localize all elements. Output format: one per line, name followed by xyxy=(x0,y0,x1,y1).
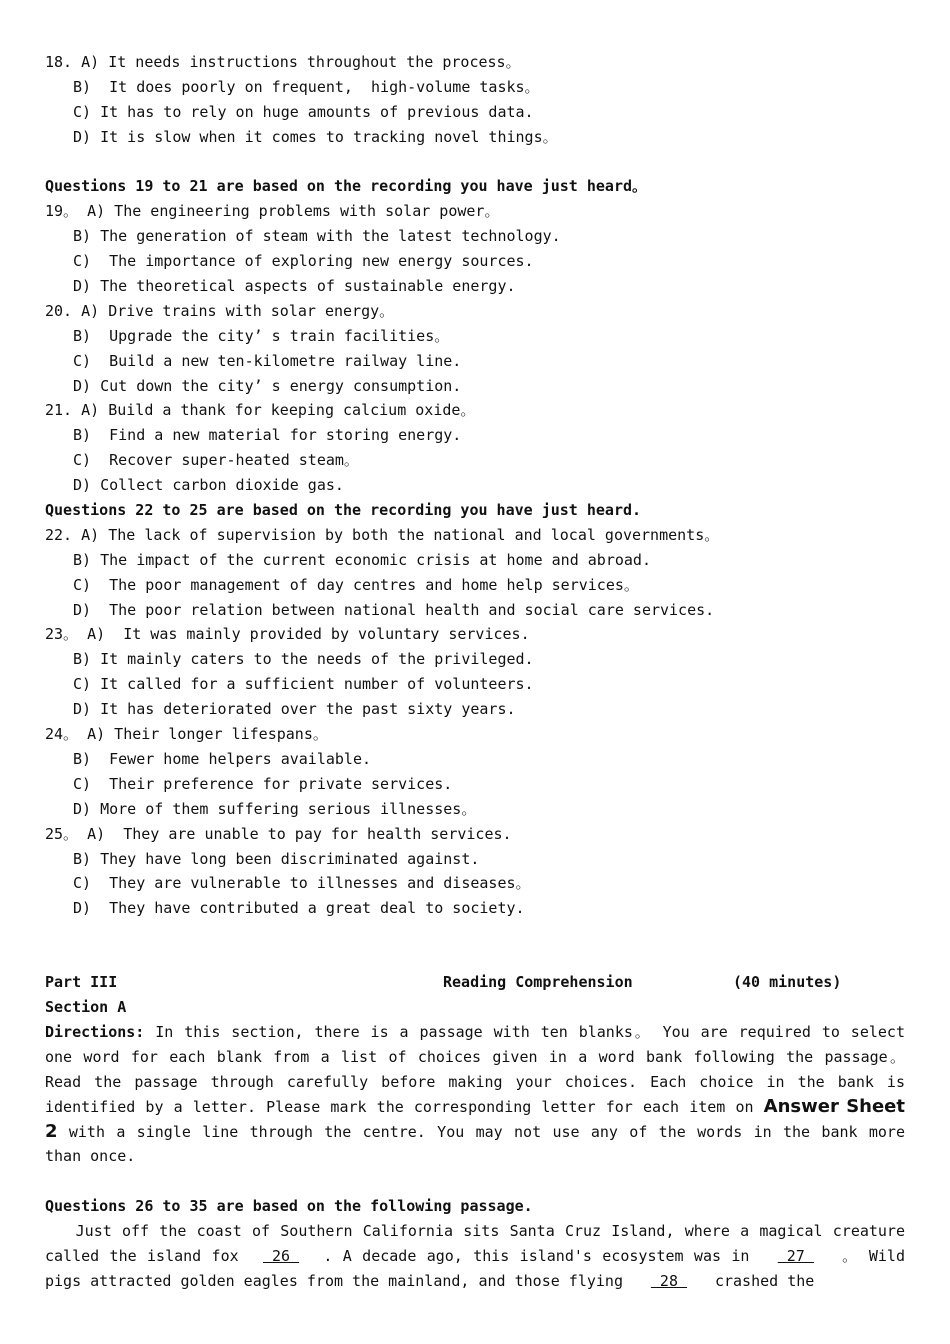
blank-28: 28 xyxy=(650,1271,688,1290)
part-label: Part III xyxy=(45,973,118,992)
question-25-option-d: D) They have contributed a great deal to society. xyxy=(73,899,525,918)
question-21-option-d: D) Collect carbon dioxide gas. xyxy=(73,476,344,495)
passage-heading: Questions 26 to 35 are based on the following passage. xyxy=(45,1197,533,1216)
question-22-option-b: B) The impact of the current economic crisis at home and abroad. xyxy=(73,550,651,569)
question-23-option-b: B) It mainly caters to the needs of the privileged. xyxy=(73,650,534,669)
question-20-option-d: D) Cut down the city’ s energy consumption. xyxy=(73,376,462,395)
exam-page xyxy=(45,50,915,1294)
question-18-option-b: B) It does poorly on frequent, high-volume tasks。 xyxy=(73,77,540,96)
group-22-25-heading: Questions 22 to 25 are based on the recording you have just heard. xyxy=(45,501,642,520)
question-20-option-b: B) Upgrade the city’ s train facilities。 xyxy=(73,326,450,345)
question-25-option-a: 25。 A) They are unable to pay for health services. xyxy=(45,824,512,843)
blank-26: 26 xyxy=(262,1247,300,1266)
question-23 xyxy=(45,622,905,722)
question-25 xyxy=(45,822,905,922)
question-20-option-a: 20. A) Drive trains with solar energy。 xyxy=(45,301,395,320)
question-21 xyxy=(45,398,905,498)
directions-text-1: In this section, there is a passage with ten blanks。 You are required to select one word for each blank from a list of choices given in a word bank following the passage。 Read the passage through carefully before making your choices. Each choice in the bank is identified by a letter. Please mark the corresponding letter for each item on xyxy=(45,1022,905,1116)
question-21-option-b: B) Find a new material for storing energy. xyxy=(73,426,462,445)
question-24-option-a: 24。 A) Their longer lifespans。 xyxy=(45,725,328,744)
question-19-option-c: C) The importance of exploring new energy sources. xyxy=(73,252,534,271)
question-21-option-a: 21. A) Build a thank for keeping calcium oxide。 xyxy=(45,401,476,420)
spacer xyxy=(45,150,905,175)
question-20-option-c: C) Build a new ten-kilometre railway line. xyxy=(73,351,462,370)
passage-paragraph xyxy=(45,1219,915,1294)
question-22-option-d: D) The poor relation between national health and social care services. xyxy=(73,600,715,619)
question-24-option-c: C) Their preference for private services. xyxy=(73,774,453,793)
passage-text-1: Just off the coast of Southern California sits Santa Cruz Island, where a magical creature called the island fox xyxy=(45,1222,915,1266)
question-18-option-a: 18. A) It needs instructions throughout the process。 xyxy=(45,53,521,71)
directions-text-2: with a single line through the centre. You may not use any of the words in the bank more than once. xyxy=(45,1122,905,1166)
question-23-option-d: D) It has deteriorated over the past sixty years. xyxy=(73,700,516,719)
passage-text-2: . A decade ago, this island's ecosystem was in xyxy=(313,1247,760,1266)
question-22-option-a: 22. A) The lack of supervision by both the national and local governments。 xyxy=(45,525,720,544)
question-25-option-b: B) They have long been discriminated against. xyxy=(73,849,480,868)
question-23-option-a: 23。 A) It was mainly provided by voluntary services. xyxy=(45,625,530,644)
passage-text-3: 。 Wild pigs attracted golden eagles from the mainland, and those flying xyxy=(45,1247,915,1290)
question-22-option-c: C) The poor management of day centres and home help services。 xyxy=(73,575,639,594)
question-19-option-b: B) The generation of steam with the latest technology. xyxy=(73,227,561,246)
question-24 xyxy=(45,722,905,822)
spacer xyxy=(45,1169,905,1194)
passage-text-4: crashed the xyxy=(714,1271,815,1290)
question-22 xyxy=(45,523,905,623)
part-header xyxy=(45,970,905,995)
question-19-option-d: D) The theoretical aspects of sustainable energy. xyxy=(73,277,516,296)
part-title: Reading Comprehension xyxy=(443,973,633,992)
directions-label: Directions: xyxy=(45,1022,145,1041)
question-18-option-c: C) It has to rely on huge amounts of previous data. xyxy=(73,102,534,121)
answer-sheet-label: Answer Sheet 2 xyxy=(45,1095,905,1142)
blank-27: 27 xyxy=(777,1247,814,1266)
question-20 xyxy=(45,299,905,399)
question-18-option-d: D) It is slow when it comes to tracking novel things。 xyxy=(73,127,558,146)
section-label: Section A xyxy=(45,998,127,1017)
question-18 xyxy=(45,50,905,150)
directions-paragraph xyxy=(45,1020,905,1169)
question-19 xyxy=(45,199,905,299)
question-25-option-c: C) They are vulnerable to illnesses and diseases。 xyxy=(73,874,531,893)
question-24-option-b: B) Fewer home helpers available. xyxy=(73,749,372,768)
question-23-option-c: C) It called for a sufficient number of volunteers. xyxy=(73,675,534,694)
question-21-option-c: C) Recover super-heated steam。 xyxy=(73,451,359,470)
part-time: (40 minutes) xyxy=(733,973,842,992)
group-19-21-heading: Questions 19 to 21 are based on the recording you have just heard。 xyxy=(45,177,647,196)
question-24-option-d: D) More of them suffering serious illnesses。 xyxy=(73,799,477,818)
spacer xyxy=(45,921,905,970)
question-19-option-a: 19。 A) The engineering problems with solar power。 xyxy=(45,202,500,221)
